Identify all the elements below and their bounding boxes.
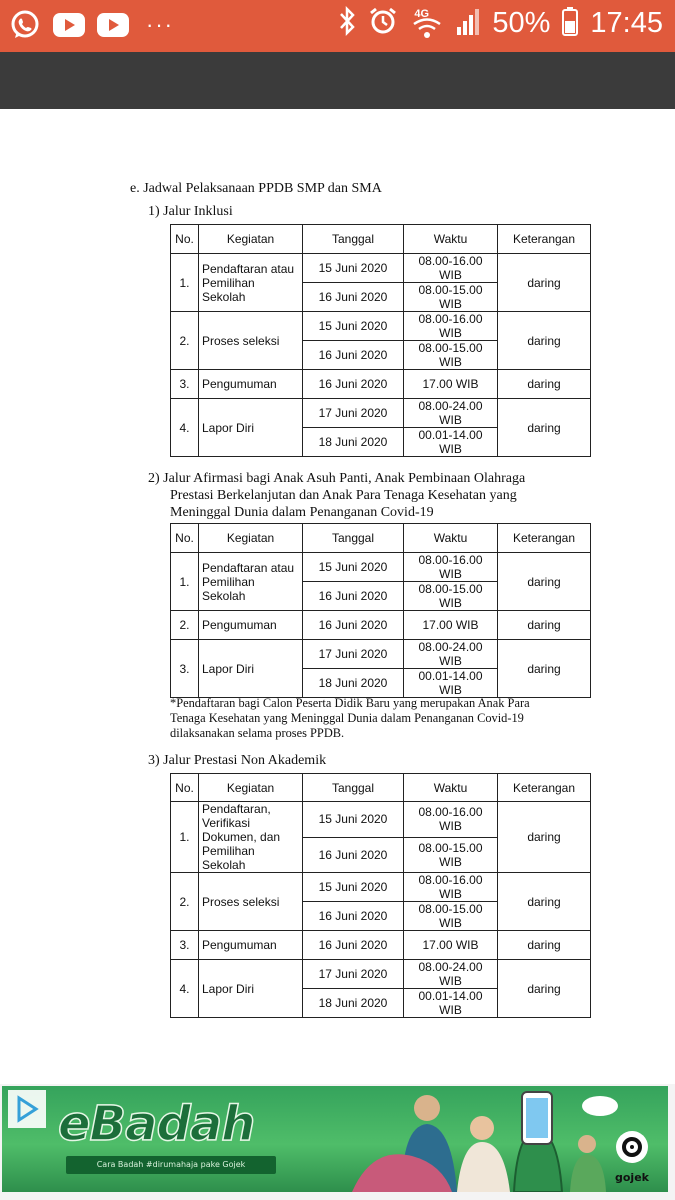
header-waktu: Waktu <box>404 225 498 254</box>
cell-waktu: 17.00 WIB <box>404 370 498 399</box>
footnote-line-2: Tenaga Kesehatan yang Meninggal Dunia dalam Penanganan Covid-19 <box>170 711 524 725</box>
youtube-icon <box>96 8 130 42</box>
header-keterangan: Keterangan <box>498 225 591 254</box>
table-row <box>171 254 591 283</box>
footnote-line-1: *Pendaftaran bagi Calon Peserta Didik Baru yang merupakan Anak Para <box>170 696 530 710</box>
header-no: No. <box>171 225 199 254</box>
schedule-table-2 <box>170 523 591 698</box>
table-row <box>171 960 591 989</box>
cell-tanggal: 16 Juni 2020 <box>303 341 404 370</box>
cell-kegiatan: Lapor Diri <box>199 399 303 457</box>
cell-waktu: 08.00-24.00 WIB <box>404 640 498 669</box>
ad-subtitle: Cara Badah #dirumahaja pake Gojek <box>66 1156 276 1174</box>
header-keterangan: Keterangan <box>498 524 591 553</box>
cell-kegiatan: Pengumuman <box>199 931 303 960</box>
cell-keterangan: daring <box>498 960 591 1018</box>
cell-no: 4. <box>171 960 199 1018</box>
document-page[interactable] <box>0 109 675 1084</box>
header-kegiatan: Kegiatan <box>199 225 303 254</box>
cell-no: 1. <box>171 553 199 611</box>
schedule-table-3 <box>170 773 591 1018</box>
cell-kegiatan: Proses seleksi <box>199 873 303 931</box>
cell-tanggal: 16 Juni 2020 <box>303 582 404 611</box>
cell-no: 2. <box>171 312 199 370</box>
cell-keterangan: daring <box>498 399 591 457</box>
table-header-row <box>171 524 591 553</box>
viewer-toolbar <box>0 52 675 109</box>
cell-tanggal: 16 Juni 2020 <box>303 902 404 931</box>
cell-waktu: 08.00-15.00 WIB <box>404 582 498 611</box>
battery-icon <box>562 6 578 41</box>
cell-kegiatan: Lapor Diri <box>199 640 303 698</box>
cell-keterangan: daring <box>498 553 591 611</box>
ad-illustration <box>332 1086 632 1192</box>
cell-waktu: 08.00-16.00 WIB <box>404 553 498 582</box>
table-row <box>171 611 591 640</box>
cell-tanggal: 16 Juni 2020 <box>303 837 404 873</box>
cell-waktu: 08.00-16.00 WIB <box>404 312 498 341</box>
cell-tanggal: 17 Juni 2020 <box>303 399 404 428</box>
cell-waktu: 08.00-15.00 WIB <box>404 341 498 370</box>
header-tanggal: Tanggal <box>303 524 404 553</box>
header-waktu: Waktu <box>404 524 498 553</box>
ad-banner[interactable] <box>0 1084 675 1200</box>
cell-keterangan: daring <box>498 873 591 931</box>
gojek-brand-text: gojek <box>615 1171 649 1184</box>
more-notifications: ··· <box>146 12 174 37</box>
table-row <box>171 553 591 582</box>
cell-no: 1. <box>171 254 199 312</box>
cell-tanggal: 15 Juni 2020 <box>303 873 404 902</box>
table-2-title-line-3: Meninggal Dunia dalam Penanganan Covid-19 <box>170 505 434 520</box>
signal-icon <box>456 7 480 40</box>
cell-tanggal: 18 Juni 2020 <box>303 428 404 457</box>
cell-tanggal: 15 Juni 2020 <box>303 553 404 582</box>
cell-tanggal: 16 Juni 2020 <box>303 611 404 640</box>
ad-content[interactable] <box>2 1086 668 1192</box>
table-header-row <box>171 225 591 254</box>
cell-waktu: 08.00-15.00 WIB <box>404 283 498 312</box>
cell-waktu: 00.01-14.00 WIB <box>404 669 498 698</box>
cell-tanggal: 16 Juni 2020 <box>303 283 404 312</box>
battery-percent: 50% <box>492 7 551 39</box>
cell-waktu: 00.01-14.00 WIB <box>404 989 498 1018</box>
cell-no: 1. <box>171 802 199 873</box>
cell-keterangan: daring <box>498 254 591 312</box>
header-kegiatan: Kegiatan <box>199 524 303 553</box>
cell-keterangan: daring <box>498 611 591 640</box>
header-no: No. <box>171 774 199 802</box>
table-row <box>171 873 591 902</box>
cell-no: 3. <box>171 931 199 960</box>
cell-waktu: 08.00-24.00 WIB <box>404 399 498 428</box>
whatsapp-icon <box>8 8 42 42</box>
cell-tanggal: 16 Juni 2020 <box>303 931 404 960</box>
cell-tanggal: 15 Juni 2020 <box>303 312 404 341</box>
table-row <box>171 370 591 399</box>
cell-no: 3. <box>171 370 199 399</box>
header-no: No. <box>171 524 199 553</box>
table-2-footnote <box>170 696 610 741</box>
cell-keterangan: daring <box>498 370 591 399</box>
header-waktu: Waktu <box>404 774 498 802</box>
cell-waktu: 17.00 WIB <box>404 931 498 960</box>
cell-keterangan: daring <box>498 931 591 960</box>
table-row <box>171 312 591 341</box>
wifi-4g-icon: 4G <box>410 8 444 40</box>
header-tanggal: Tanggal <box>303 774 404 802</box>
status-bar <box>0 0 675 52</box>
cell-waktu: 00.01-14.00 WIB <box>404 428 498 457</box>
table-2-title-line-2: Prestasi Berkelanjutan dan Anak Para Tenaga Kesehatan yang <box>170 488 517 503</box>
cell-kegiatan: Pendaftaran atau Pemilihan Sekolah <box>199 553 303 611</box>
section-title: e. Jadwal Pelaksanaan PPDB SMP dan SMA <box>130 181 382 196</box>
cell-waktu: 08.00-16.00 WIB <box>404 254 498 283</box>
table-1-title: 1) Jalur Inklusi <box>148 204 233 219</box>
cell-waktu: 17.00 WIB <box>404 611 498 640</box>
cell-kegiatan: Proses seleksi <box>199 312 303 370</box>
cell-waktu: 08.00-16.00 WIB <box>404 802 498 838</box>
table-row <box>171 399 591 428</box>
gojek-icon <box>615 1130 649 1164</box>
cell-kegiatan: Pendaftaran atau Pemilihan Sekolah <box>199 254 303 312</box>
cell-keterangan: daring <box>498 802 591 873</box>
cell-kegiatan: Pendaftaran, Verifikasi Dokumen, dan Pemilihan Sekolah <box>199 802 303 873</box>
table-row <box>171 802 591 838</box>
table-2-title-line-1: 2) Jalur Afirmasi bagi Anak Asuh Panti, Anak Pembinaan Olahraga <box>148 471 526 486</box>
table-row <box>171 931 591 960</box>
cell-kegiatan: Lapor Diri <box>199 960 303 1018</box>
header-tanggal: Tanggal <box>303 225 404 254</box>
cell-tanggal: 16 Juni 2020 <box>303 370 404 399</box>
cell-tanggal: 17 Juni 2020 <box>303 640 404 669</box>
header-kegiatan: Kegiatan <box>199 774 303 802</box>
cell-tanggal: 17 Juni 2020 <box>303 960 404 989</box>
cell-no: 2. <box>171 873 199 931</box>
cell-tanggal: 15 Juni 2020 <box>303 254 404 283</box>
cell-waktu: 08.00-16.00 WIB <box>404 873 498 902</box>
cell-keterangan: daring <box>498 640 591 698</box>
table-header-row <box>171 774 591 802</box>
cell-no: 3. <box>171 640 199 698</box>
cell-waktu: 08.00-15.00 WIB <box>404 902 498 931</box>
cell-no: 4. <box>171 399 199 457</box>
table-row <box>171 640 591 669</box>
ad-title: eBadah <box>58 1096 255 1152</box>
cell-keterangan: daring <box>498 312 591 370</box>
cell-tanggal: 18 Juni 2020 <box>303 989 404 1018</box>
clock: 17:45 <box>590 7 663 39</box>
cell-tanggal: 18 Juni 2020 <box>303 669 404 698</box>
cell-waktu: 08.00-15.00 WIB <box>404 837 498 873</box>
cell-tanggal: 15 Juni 2020 <box>303 802 404 838</box>
bluetooth-icon <box>338 6 356 41</box>
gojek-logo <box>606 1130 658 1186</box>
schedule-table-1 <box>170 224 591 457</box>
cell-no: 2. <box>171 611 199 640</box>
table-3-title: 3) Jalur Prestasi Non Akademik <box>148 753 327 768</box>
cell-waktu: 08.00-24.00 WIB <box>404 960 498 989</box>
ad-choices-icon[interactable] <box>8 1090 46 1133</box>
footnote-line-3: dilaksanakan selama proses PPDB. <box>170 726 345 740</box>
cell-kegiatan: Pengumuman <box>199 611 303 640</box>
alarm-icon <box>368 6 398 41</box>
youtube-icon <box>52 8 86 42</box>
header-keterangan: Keterangan <box>498 774 591 802</box>
cell-kegiatan: Pengumuman <box>199 370 303 399</box>
